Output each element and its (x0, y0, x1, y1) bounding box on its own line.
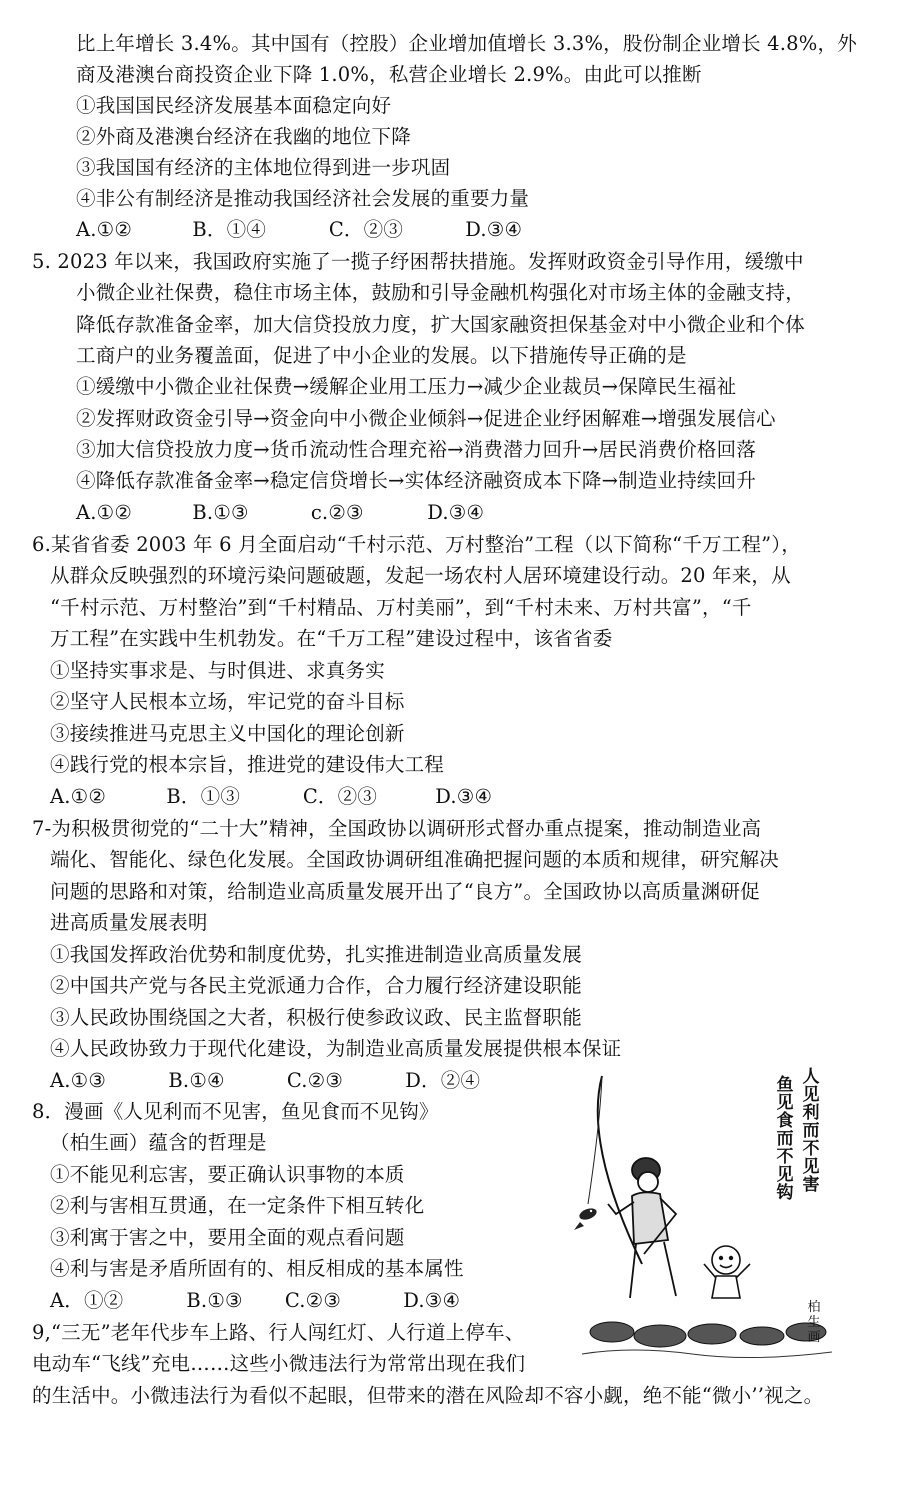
q5-stem-line-4: 工商户的业务覆盖面，促进了中小企业的发展。以下措施传导正确的是 (76, 344, 687, 367)
q6-option-d: D.③④ (435, 785, 493, 808)
q8-option-b: B.①③ (186, 1289, 243, 1312)
riverbank-rocks (590, 1322, 826, 1347)
q4-options (76, 218, 522, 242)
q5-option-d: D.③④ (427, 501, 485, 524)
q6-stem-line-2: 从群众反映强烈的环境污染问题破题，发起一场农村人居环境建设行动。20 年来，从 (50, 564, 791, 587)
q7-option-b: B.①④ (168, 1069, 225, 1092)
q9-stem-line-3: 的生活中。小微违法行为看似不起眼，但带来的潜在风险却不容小觑，绝不能“微小’’视之。 (32, 1384, 824, 1407)
q6-stem-line-3: “千村示范、万村整治”到“千村精品、万村美丽”，到“千村未来、万村共富”，“千 (50, 596, 752, 619)
q5-stem-line-1: 5. 2023 年以来，我国政府实施了一揽子纾困帮扶措施。发挥财政资金引导作用，缓缴中 (32, 250, 804, 273)
q5-stem-line-3: 降低存款准备金率，加大信贷投放力度，扩大国家融资担保基金对中小微企业和个体 (76, 313, 805, 336)
q9-stem-line-2: 电动车“飞线”充电……这些小微违法行为常常出现在我们 (32, 1352, 526, 1375)
q4-option-a: A.①② (76, 218, 133, 241)
q8-item-3: ③利寓于害之中，要用全面的观点看问题 (50, 1226, 405, 1249)
q4-item-2: ②外商及港澳台经济在我幽的地位下降 (76, 125, 411, 148)
q8-option-a: A．①② (50, 1289, 124, 1312)
q7-stem-line-4: 进高质量发展表明 (50, 911, 208, 934)
q8-options (50, 1289, 460, 1313)
q4-item-4: ④非公有制经济是推动我国经济社会发展的重要力量 (76, 187, 530, 210)
q5-item-1: ①缓缴中小微企业社保费→缓解企业用工压力→减少企业裁员→保障民生福祉 (76, 375, 737, 398)
q7-stem-line-1: 7-为积极贯彻党的“二十大”精神，全国政协以调研形式督办重点提案，推动制造业高 (32, 817, 762, 840)
q8-stem-line-2: （柏生画）蕴含的哲理是 (50, 1131, 267, 1154)
q7-item-1: ①我国发挥政治优势和制度优势，扎实推进制造业高质量发展 (50, 943, 582, 966)
fisherman-figure (608, 1158, 676, 1298)
q4-option-d: D.③④ (465, 218, 523, 241)
cartoon-caption-people: 人 见 利 而 不 见 害 (802, 1067, 820, 1195)
q7-item-3: ③人民政协围绕国之大者，积极行使参政议政、民主监督职能 (50, 1006, 582, 1029)
q7-stem-line-3: 问题的思路和对策，给制造业高质量发展开出了“良方”。全国政协以高质量渊研促 (50, 880, 760, 903)
q8-stem-line-1: 8．漫画《人见利而不见害，鱼见食而不见钩》 (32, 1100, 439, 1123)
q9-stem-line-1: 9,“三无”老年代步车上路、行人闯红灯、人行道上停车、 (32, 1321, 525, 1344)
q4-option-b: B．①④ (192, 218, 267, 241)
q6-option-a: A.①② (50, 785, 107, 808)
cartoon-caption-fish: 鱼 见 食 而 不 见 钩 (776, 1075, 794, 1203)
q8-option-c: C.②③ (284, 1289, 341, 1312)
q5-item-4: ④降低存款准备金率→稳定信贷增长→实体经济融资成本下降→制造业持续回升 (76, 469, 757, 492)
q7-option-d: D．②④ (405, 1069, 481, 1092)
q8-item-4: ④利与害是矛盾所固有的、相反相成的基本属性 (50, 1257, 464, 1280)
q8-item-1: ①不能见利忘害，要正确认识事物的本质 (50, 1163, 405, 1186)
q5-item-3: ③加大信贷投放力度→货币流动性合理充裕→消费潜力回升→居民消费价格回落 (76, 438, 757, 461)
q6-item-4: ④践行党的根本宗旨，推进党的建设伟大工程 (50, 753, 445, 776)
q7-item-4: ④人民政协致力于现代化建设，为制造业高质量发展提供根本保证 (50, 1037, 622, 1060)
q4-item-1: ①我国国民经济发展基本面稳定向好 (76, 94, 392, 117)
q4-option-c: C．②③ (328, 218, 404, 241)
q6-item-3: ③接续推进马克思主义中国化的理论创新 (50, 722, 405, 745)
fish-icon (574, 1206, 598, 1230)
q6-item-1: ①坚持实事求是、与时俱进、求真务实 (50, 659, 385, 682)
q4-stem-line-1: 比上年增长 3.4%。其中国有（控股）企业增加值增长 3.3%，股份制企业增长 4.8%，外 (76, 32, 857, 55)
q8-option-d: D.③④ (403, 1289, 461, 1312)
q5-option-b: B.①③ (192, 501, 249, 524)
q6-stem-line-1: 6.某省省委 2003 年 6 月全面启动“千村示范、万村整治”工程（以下简称“千万工程”）， (32, 533, 801, 556)
water-lines (582, 1350, 832, 1358)
q4-item-3: ③我国国有经济的主体地位得到进一步巩固 (76, 156, 451, 179)
q6-option-c: C．②③ (302, 785, 378, 808)
q6-options (50, 785, 492, 809)
q7-option-a: A.①③ (50, 1069, 107, 1092)
q5-stem-line-2: 小微企业社保费，稳住市场主体，鼓励和引导金融机构强化对市场主体的金融支持， (76, 281, 805, 304)
q5-options (76, 501, 484, 525)
q6-item-2: ②坚守人民根本立场，牢记党的奋斗目标 (50, 690, 405, 713)
q7-item-2: ②中国共产党与各民主党派通力合作，合力履行经济建设职能 (50, 974, 582, 997)
q7-option-c: C.②③ (286, 1069, 343, 1092)
q5-option-a: A.①② (76, 501, 133, 524)
q6-stem-line-4: 万工程”在实践中生机勃发。在“千万工程”建设过程中，该省省委 (50, 627, 613, 650)
child-figure (704, 1246, 750, 1298)
q7-stem-line-2: 端化、智能化、绿色化发展。全国政协调研组准确把握问题的本质和规律，研究解决 (50, 848, 779, 871)
q6-option-b: B．①③ (166, 785, 241, 808)
q5-item-2: ②发挥财政资金引导→资金向中小微企业倾斜→促进企业纾困解难→增强发展信心 (76, 407, 776, 430)
q7-options (50, 1069, 480, 1093)
cartoon-signature: 柏 生 画 (807, 1300, 821, 1345)
q4-stem-line-2: 商及港澳台商投资企业下降 1.0%，私营企业增长 2.9%。由此可以推断 (76, 63, 702, 86)
q8-item-2: ②利与害相互贯通，在一定条件下相互转化 (50, 1194, 425, 1217)
q5-option-c: c.②③ (310, 501, 364, 524)
